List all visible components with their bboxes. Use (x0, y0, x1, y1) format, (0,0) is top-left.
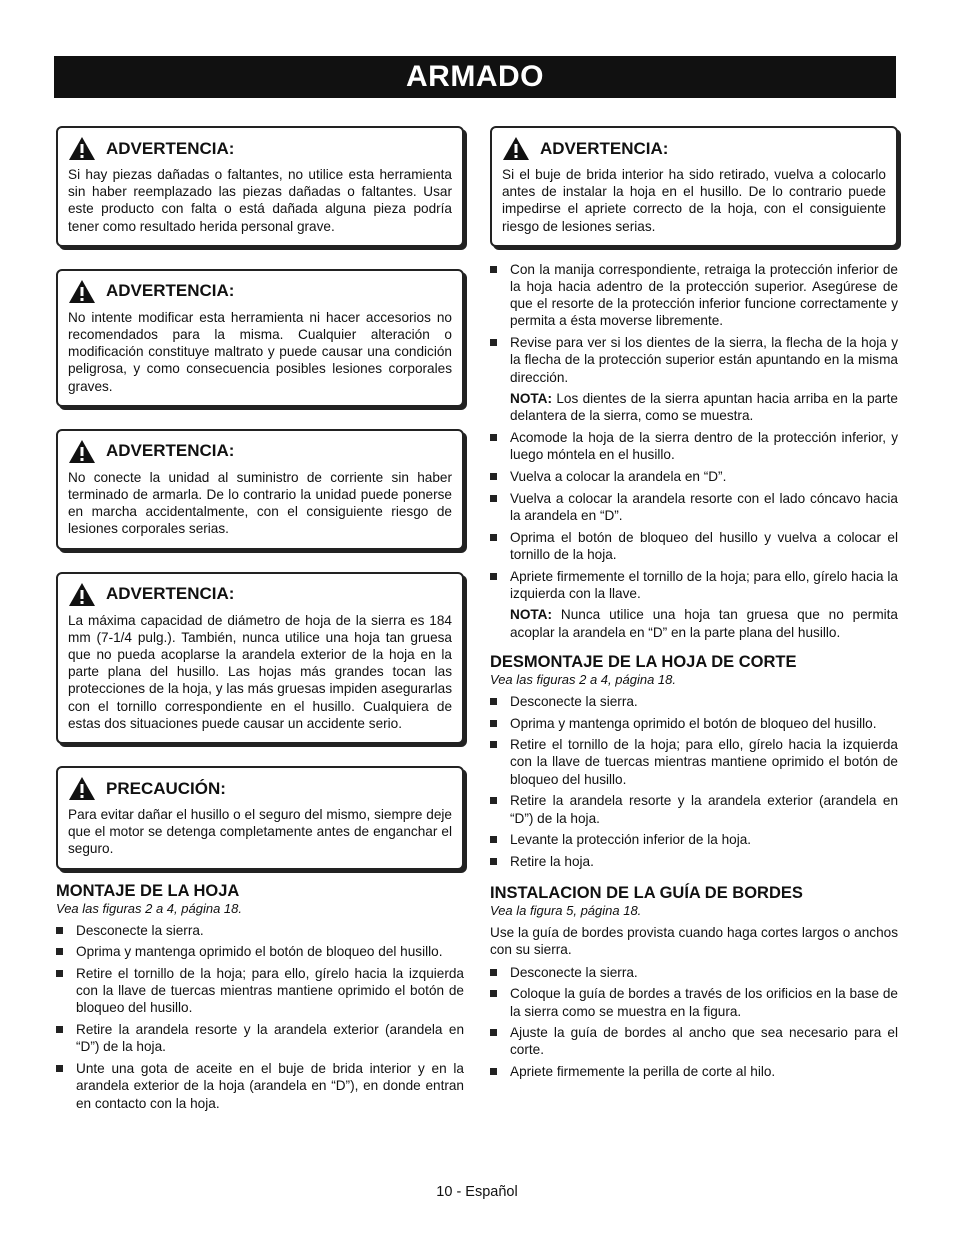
list-item: Retire el tornillo de la hoja; para ello, gírelo hacia la izquierda con la llave de tuercas mientras mantiene oprimido el botón de bloqueo del husillo. (56, 965, 464, 1017)
bullet-square-icon (490, 339, 497, 346)
list-item: Desconecte la sierra. (490, 693, 898, 710)
bullet-square-icon (56, 1065, 63, 1072)
caution-text: Para evitar dañar el husillo o el seguro del mismo, siempre deje que el motor se detenga completamente antes de enganchar el seguro. (68, 807, 452, 857)
section-heading-montaje: MONTAJE DE LA HOJA (56, 881, 240, 900)
warning-box (490, 126, 898, 247)
list-item: Retire la arandela resorte y la arandela exterior (arandela en “D”) de la hoja. (490, 792, 898, 826)
warning-box (56, 126, 464, 247)
section-heading-guia: INSTALACION DE LA GUÍA DE BORDES (490, 884, 803, 903)
figure-reference: Vea la figura 5, página 18. (490, 903, 642, 919)
bullet-square-icon (56, 970, 63, 977)
list-item: Con la manija correspondiente, retraiga la protección inferior de la hoja hacia adentro de la protección superior. Asegúrese de que el resorte de la protección inferior funcione correctamente y permita a ésta moverse libremente. (490, 261, 898, 330)
warning-triangle-icon (68, 279, 96, 304)
note: NOTA: Los dientes de la sierra apuntan hacia arriba en la parte delantera de la sierra, como se muestra. (510, 391, 898, 424)
intro-paragraph: Use la guía de bordes provista cuando haga cortes largos o anchos con su sierra. (490, 925, 898, 958)
caution-title: PRECAUCIÓN: (106, 778, 226, 798)
warning-triangle-icon (68, 582, 96, 607)
list-item: Revise para ver si los dientes de la sierra, la flecha de la hoja y la flecha de la protección superior están apuntando en la misma dirección. (490, 334, 898, 386)
warning-triangle-icon (68, 439, 96, 464)
warning-text: La máxima capacidad de diámetro de hoja de la sierra es 184 mm (7-1/4 pulg.). También, nunca utilice una hoja tan gruesa que no pueda acoplarse la arandela exterior de la hoja en la parte plana del husillo. Las hojas más grandes tocan las protecciones de la hoja, y las más gruesas impiden asegurarlas con el tornillo correspondiente en el husillo. Cualquiera de estas dos situaciones puede causar un accidente serio. (68, 612, 452, 731)
list-item: Apriete firmemente la perilla de corte al hilo. (490, 1063, 898, 1080)
page-footer: 10 - Español (436, 1184, 518, 1200)
bullet-list (56, 922, 464, 1112)
warning-text: No intente modificar esta herramienta ni hacer accesorios no recomendados para la misma. Cualquier alteración o modificación constituye maltrato y puede causar una condición peligrosa, y como consecuencia posibles lesiones corporales graves. (68, 309, 452, 394)
bullet-square-icon (490, 473, 497, 480)
bullet-square-icon (490, 990, 497, 997)
bullet-square-icon (56, 948, 63, 955)
warning-box (56, 572, 464, 744)
caution-box (56, 766, 464, 870)
bullet-square-icon (490, 858, 497, 865)
list-item: Oprima el botón de bloqueo del husillo y vuelva a colocar el tornillo de la hoja. (490, 529, 898, 563)
list-item: Unte una gota de aceite en el buje de brida interior y en la arandela exterior de la hoja (arandela en “D”), en donde entran en contacto con la hoja. (56, 1060, 464, 1112)
bullet-square-icon (490, 266, 497, 273)
list-item: Coloque la guía de bordes a través de los orificios en la base de la sierra como se muestra en la figura. (490, 985, 898, 1019)
list-item: Retire la arandela resorte y la arandela exterior (arandela en “D”) de la hoja. (56, 1021, 464, 1055)
bullet-square-icon (490, 1068, 497, 1075)
bullet-square-icon (490, 836, 497, 843)
list-item: Vuelva a colocar la arandela en “D”. (490, 468, 898, 485)
warning-title: ADVERTENCIA: (106, 138, 235, 158)
bullet-list (490, 964, 898, 1081)
note: NOTA: Nunca utilice una hoja tan gruesa que no permita acoplar la arandela en “D” en la parte plana del husillo. (510, 607, 898, 640)
bullet-list (490, 261, 898, 386)
bullet-square-icon (490, 573, 497, 580)
page-title: ARMADO (54, 56, 896, 98)
left-column (56, 126, 464, 1116)
warning-triangle-icon (502, 136, 530, 161)
warning-triangle-icon (68, 776, 96, 801)
list-item: Desconecte la sierra. (56, 922, 464, 939)
bullet-square-icon (56, 1026, 63, 1033)
bullet-square-icon (490, 1029, 497, 1036)
bullet-square-icon (490, 434, 497, 441)
warning-box (56, 429, 464, 550)
list-item: Apriete firmemente el tornillo de la hoja; para ello, gírelo hacia la izquierda con la llave. (490, 568, 898, 602)
bullet-list (490, 429, 898, 602)
list-item: Retire el tornillo de la hoja; para ello, gírelo hacia la izquierda con la llave de tuercas mientras mantiene oprimido el botón de bloqueo del husillo. (490, 736, 898, 788)
warning-title: ADVERTENCIA: (540, 138, 669, 158)
warning-text: No conecte la unidad al suministro de corriente sin haber terminado de armarla. De lo contrario la unidad puede ponerse en marcha accidentalmente, con el consiguiente riesgo de lesiones corporales serias. (68, 469, 452, 537)
bullet-list (490, 693, 898, 870)
bullet-square-icon (490, 797, 497, 804)
warning-text: Si hay piezas dañadas o faltantes, no utilice esta herramienta sin haber reemplazado las piezas dañadas o faltantes. Usar este producto con falta o está dañada alguna pieza podría tener como resultado herida personal grave. (68, 167, 452, 234)
bullet-square-icon (56, 927, 63, 934)
warning-text: Si el buje de brida interior ha sido retirado, vuelva a colocarlo antes de instalar la hoja en el husillo. De lo contrario puede impedirse el apriete correcto de la hoja, con el consiguiente riesgo de lesiones serias. (502, 167, 886, 234)
figure-reference: Vea las figuras 2 a 4, página 18. (56, 900, 242, 916)
bullet-square-icon (490, 741, 497, 748)
section-heading-desmontaje: DESMONTAJE DE LA HOJA DE CORTE (490, 652, 797, 671)
right-column (490, 126, 898, 1085)
figure-reference: Vea las figuras 2 a 4, página 18. (490, 671, 676, 687)
list-item: Retire la hoja. (490, 853, 898, 870)
warning-box (56, 269, 464, 407)
warning-title: ADVERTENCIA: (106, 441, 235, 461)
bullet-square-icon (490, 720, 497, 727)
list-item: Oprima y mantenga oprimido el botón de bloqueo del husillo. (56, 943, 464, 960)
warning-triangle-icon (68, 136, 96, 161)
list-item: Desconecte la sierra. (490, 964, 898, 981)
list-item: Vuelva a colocar la arandela resorte con el lado cóncavo hacia la arandela en “D”. (490, 490, 898, 524)
list-item: Levante la protección inferior de la hoja. (490, 831, 898, 848)
bullet-square-icon (490, 969, 497, 976)
bullet-square-icon (490, 698, 497, 705)
bullet-square-icon (490, 495, 497, 502)
warning-title: ADVERTENCIA: (106, 281, 235, 301)
list-item: Acomode la hoja de la sierra dentro de la protección inferior, y luego móntela en el husillo. (490, 429, 898, 463)
list-item: Ajuste la guía de bordes al ancho que sea necesario para el corte. (490, 1024, 898, 1058)
bullet-square-icon (490, 534, 497, 541)
list-item: Oprima y mantenga oprimido el botón de bloqueo del husillo. (490, 715, 898, 732)
warning-title: ADVERTENCIA: (106, 584, 235, 604)
